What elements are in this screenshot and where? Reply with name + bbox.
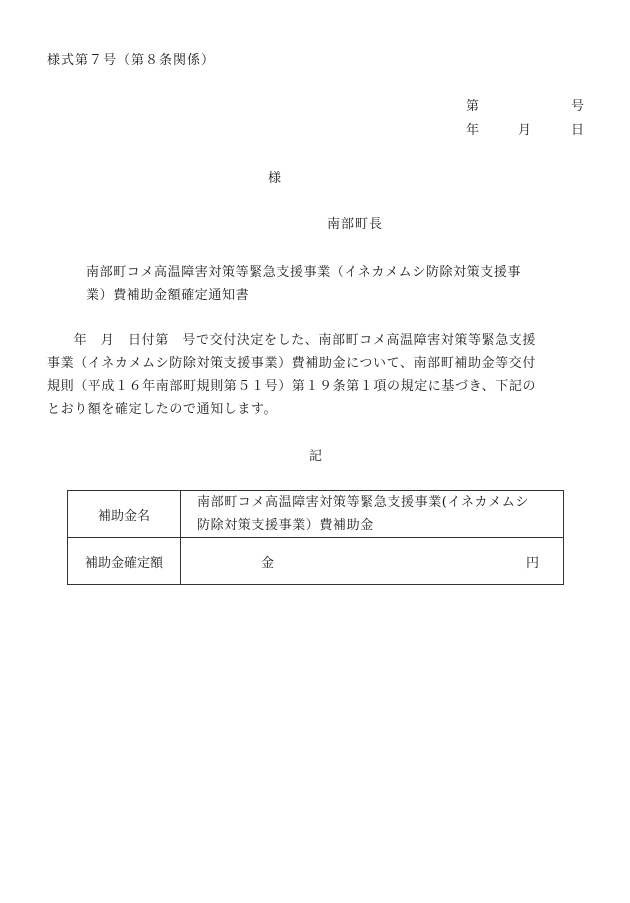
date-day: 日 bbox=[571, 123, 585, 138]
body-paragraph bbox=[47, 329, 536, 421]
addressee-suffix: 様 bbox=[268, 171, 282, 186]
grant-amount-value bbox=[181, 538, 564, 585]
grant-table bbox=[67, 490, 564, 585]
date-year: 年 bbox=[466, 123, 480, 138]
grant-name-line-2: 防除対策支援事業）費補助金 bbox=[197, 518, 374, 533]
title-line-1: 南部町コメ高温障害対策等緊急支援事業（イネカメムシ防除対策支援事 bbox=[86, 265, 522, 280]
document-title bbox=[86, 261, 521, 307]
grant-amount-label: 補助金確定額 bbox=[68, 538, 181, 585]
issuer-name: 南部町長 bbox=[327, 217, 384, 232]
amount-suffix: 円 bbox=[526, 555, 540, 571]
body-line-1: 年 月 日付第 号で交付決定をした、南部町コメ高温障害対策等緊急支援 bbox=[60, 333, 537, 348]
document-number-suffix: 号 bbox=[571, 99, 585, 114]
amount-prefix: 金 bbox=[261, 555, 275, 571]
body-line-2: 事業（イネカメムシ防除対策支援事業）費補助金について、南部町補助金等交付 bbox=[47, 356, 536, 371]
title-line-2: 業）費補助金額確定通知書 bbox=[86, 288, 250, 303]
table-row-grant-name bbox=[68, 491, 564, 538]
note-heading: 記 bbox=[309, 449, 323, 464]
grant-name-line-1: 南部町コメ高温障害対策等緊急支援事業(イネカメムシ bbox=[197, 495, 529, 510]
table-row-grant-amount bbox=[68, 538, 564, 585]
form-number-label: 様式第７号（第８条関係） bbox=[47, 53, 216, 68]
grant-name-label: 補助金名 bbox=[68, 491, 181, 538]
date-month: 月 bbox=[518, 123, 532, 138]
grant-name-value bbox=[181, 491, 564, 538]
body-line-3: 規則（平成１６年南部町規則第５１号）第１９条第１項の規定に基づき、下記の bbox=[47, 379, 537, 394]
document-number-prefix: 第 bbox=[466, 99, 480, 114]
body-line-4: とおり額を確定したので通知します。 bbox=[47, 402, 278, 417]
